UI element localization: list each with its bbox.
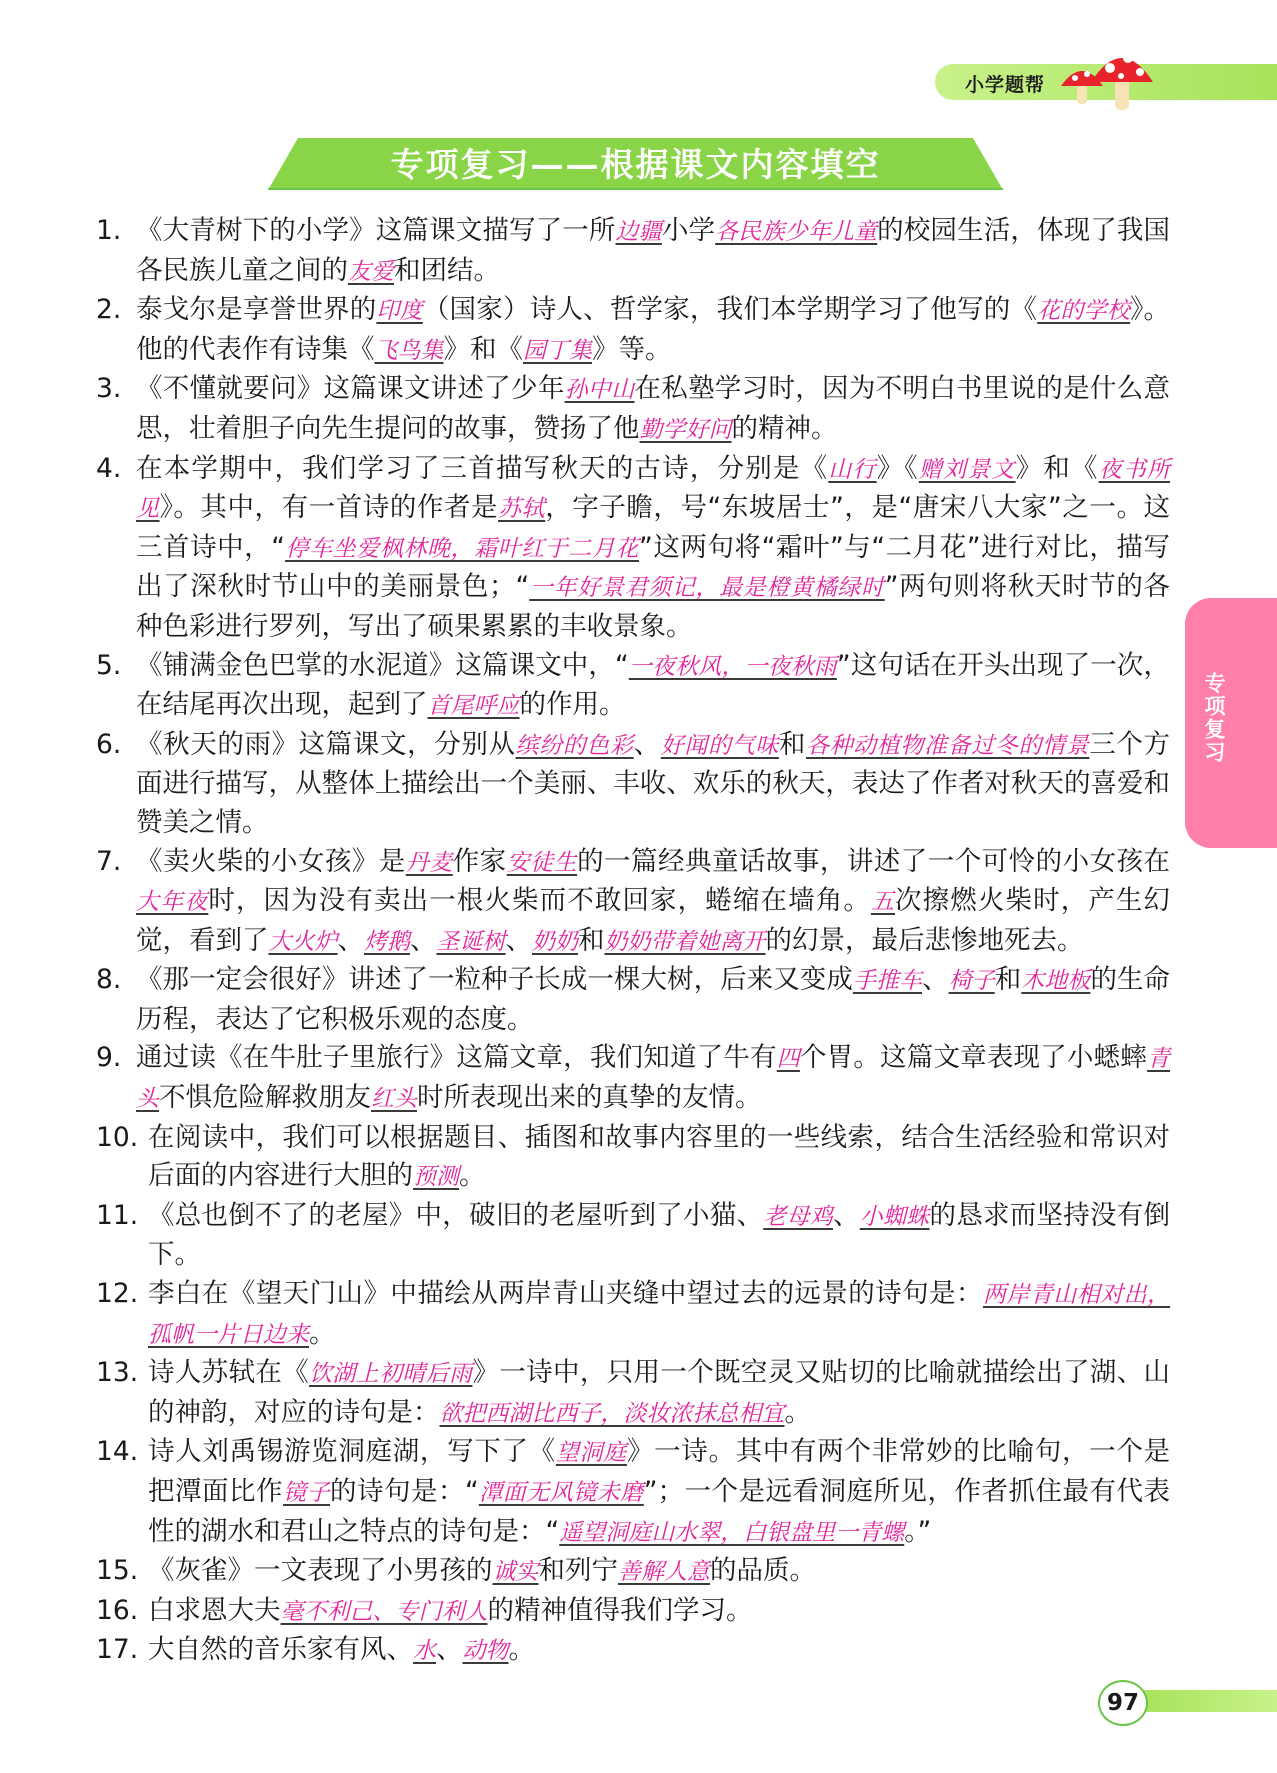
question-fragment: 《总也倒不了的老屋》中，破旧的老屋听到了小猫、	[148, 1199, 764, 1231]
question-fragment: 。	[508, 1634, 535, 1666]
question-item	[96, 647, 1170, 726]
question-fragment: 》《	[876, 452, 919, 484]
answer-fill: 赠刘景文	[918, 456, 1016, 483]
answer-fill: 毫不利己、专门利人	[280, 1598, 488, 1625]
question-fragment: 的精神。	[731, 412, 838, 444]
question-item	[96, 1592, 1170, 1632]
question-fragment: 《不懂就要问》这篇课文讲述了少年	[136, 373, 565, 405]
answer-fill: 苏轼	[498, 496, 546, 523]
question-fragment: 大自然的音乐家有风、	[148, 1634, 413, 1666]
question-fragment: 的恳求而坚持没有倒下。	[148, 1199, 1170, 1271]
question-fragment: 个胃。这篇文章表现了小蟋蟀	[799, 1042, 1148, 1074]
question-fragment: 的一篇经典童话故事，讲述了一个可怜的小女孩在	[577, 845, 1171, 877]
question-number: 15.	[96, 1555, 139, 1587]
question-fragment: 、	[833, 1199, 860, 1231]
question-fragment: 的作用。	[519, 689, 626, 721]
question-fragment: 《卖火柴的小女孩》是	[136, 845, 406, 877]
brand-label: 小学题帮	[965, 74, 1046, 96]
question-number: 16.	[96, 1594, 139, 1626]
question-text	[136, 961, 1170, 1039]
question-text	[136, 212, 1170, 291]
question-number: 14.	[96, 1436, 139, 1468]
question-fragment: （国家）诗人、哲学家，我们本学期学习了他写的《	[422, 294, 1038, 326]
answer-fill: 五	[870, 889, 896, 916]
question-fragment: 在本学期中，我们学习了三首描写秋天的古诗，分别是《	[136, 452, 829, 484]
question-text	[148, 1197, 1170, 1275]
question-text	[148, 1275, 1170, 1354]
question-fragment: 》等。	[592, 333, 672, 365]
question-fragment: ”这两句将“霜叶”与“二月花”进行对比，描写出了深秋时节山中的美丽景色；“	[136, 531, 1170, 603]
question-fragment: 《灰雀》一文表现了小男孩的	[148, 1555, 493, 1587]
answer-fill: 椅子	[948, 968, 995, 995]
question-text	[148, 1119, 1170, 1197]
question-fragment: ”这句话在开头出现了一次，在结尾再次出现，起到了	[136, 649, 1171, 721]
question-fragment: 通过读《在牛肚子里旅行》这篇文章，我们知道了牛有	[136, 1042, 777, 1074]
question-item	[96, 1039, 1170, 1118]
answer-fill: 木地板	[1021, 968, 1091, 995]
question-item	[96, 1552, 1170, 1592]
answer-fill: 诚实	[492, 1559, 539, 1586]
question-item	[96, 212, 1170, 291]
question-fragment: 、	[633, 728, 661, 760]
question-fragment: 、	[922, 964, 949, 996]
answer-fill: 飞鸟集	[374, 337, 444, 364]
question-fragment: 和团结。	[394, 254, 500, 286]
answer-fill: 首尾呼应	[427, 693, 520, 720]
answer-fill: 手推车	[852, 968, 923, 995]
answer-fill: 两岸青山相对出，孤帆一片日边来	[148, 1282, 1171, 1348]
question-fragment: 、	[436, 1634, 463, 1666]
question-fragment: 时所表现出来的真挚的友情。	[417, 1082, 762, 1114]
answer-fill: 老母鸡	[763, 1203, 833, 1230]
question-fragment: ，字子瞻，号“东坡居士”，是“唐宋八大家”之一。这三首诗中，“	[136, 492, 1171, 563]
question-text	[136, 291, 1170, 370]
question-fragment: 次擦燃火柴时，产生幻觉，看到了	[136, 885, 1171, 956]
question-item	[96, 1119, 1170, 1197]
answer-fill: 夜书所见	[136, 456, 1171, 523]
answer-fill: 各民族少年儿童	[715, 219, 878, 245]
page-number: 97	[1098, 1680, 1148, 1726]
question-fragment: 。	[784, 1396, 811, 1428]
answer-fill: 善解人意	[618, 1559, 710, 1586]
question-fragment: 《铺满金色巴掌的水泥道》这篇课文中，“	[136, 649, 629, 681]
question-item	[96, 726, 1170, 843]
question-item	[96, 961, 1170, 1039]
question-fragment: 的品质。	[710, 1555, 816, 1587]
question-fragment: 李白在《望天门山》中描绘从两岸青山夹缝中望过去的远景的诗句是：	[148, 1278, 983, 1310]
answer-fill: 丹麦	[405, 849, 453, 876]
question-fragment: 》。其中，有一首诗的作者是	[159, 492, 499, 524]
page-title: 专项复习——根据课文内容填空	[390, 145, 881, 184]
question-number: 6.	[96, 728, 122, 760]
question-number: 9.	[96, 1042, 122, 1074]
question-list	[96, 212, 1170, 1671]
question-fragment: 在私塾学习时，因为不明白书里说的是什么意思，壮着胆子向先生提问的故事，赞扬了他	[136, 373, 1171, 444]
answer-fill: 大火炉	[268, 928, 338, 955]
question-fragment: 和	[578, 924, 605, 956]
question-text	[148, 1552, 1170, 1592]
answer-fill: 缤纷的色彩	[515, 732, 634, 759]
question-fragment: 《秋天的雨》这篇课文，分别从	[136, 728, 516, 760]
question-fragment: 》和《	[1015, 452, 1099, 484]
question-fragment: 时，因为没有卖出一根火柴而不敢回家，蜷缩在墙角。	[208, 885, 871, 917]
question-fragment: 、	[337, 924, 364, 956]
question-fragment: 的生命历程，表达了它积极乐观的态度。	[136, 964, 1171, 1035]
question-fragment: 》和《	[443, 333, 523, 365]
question-fragment: 诗人苏轼在《	[148, 1357, 310, 1389]
answer-fill: 遥望洞庭山水翠，白银盘里一青螺	[559, 1519, 905, 1546]
question-fragment: 》一诗中，只用一个既空灵又贴切的比喻就描绘出了湖、山的神韵，对应的诗句是：	[148, 1357, 1171, 1428]
answer-fill: 友爱	[348, 258, 394, 285]
question-item	[96, 1275, 1170, 1354]
question-fragment: 在阅读中，我们可以根据题目、插图和故事内容里的一些线索，结合生活经验和常识对后面的内容进行大胆的	[148, 1121, 1170, 1192]
question-number: 4.	[96, 452, 122, 484]
answer-fill: 大年夜	[136, 889, 209, 916]
question-fragment: 的幻景，最后悲惨地死去。	[765, 924, 1084, 956]
question-number: 8.	[96, 964, 122, 996]
question-fragment: 的诗句是：“	[330, 1476, 479, 1507]
answer-fill: 烤鹅	[364, 928, 410, 955]
question-fragment: 作家	[452, 845, 507, 877]
answer-fill: 潭面无风镜未磨	[478, 1480, 644, 1506]
question-number: 12.	[96, 1278, 139, 1310]
question-fragment: 》一诗。其中有两个非常妙的比喻句，一个是把潭面比作	[148, 1436, 1171, 1507]
question-text	[148, 1592, 1170, 1632]
question-number: 13.	[96, 1357, 139, 1389]
question-text	[136, 726, 1170, 843]
question-fragment: 的校园生活，体现了我国各民族儿童之间的	[136, 215, 1171, 286]
answer-fill: 孙中山	[564, 377, 635, 404]
answer-fill: 山行	[828, 456, 877, 483]
question-fragment: 小学	[661, 215, 716, 246]
question-text	[136, 450, 1170, 647]
question-fragment: 、	[505, 924, 532, 956]
answer-fill: 印度	[376, 298, 423, 325]
answer-fill: 小蜘蛛	[859, 1203, 930, 1230]
question-number: 7.	[96, 845, 122, 877]
question-item	[96, 1197, 1170, 1275]
question-item	[96, 370, 1170, 449]
answer-fill: 水	[413, 1638, 436, 1665]
question-number: 5.	[96, 649, 122, 681]
question-number: 2.	[96, 294, 122, 326]
answer-fill: 停车坐爱枫林晚，霜叶红于二月花	[285, 535, 640, 562]
question-item	[96, 291, 1170, 370]
question-text	[148, 1354, 1170, 1433]
answer-fill: 一夜秋风，一夜秋雨	[628, 653, 837, 680]
question-fragment: ”；一个是远看洞庭所见，作者抓住最有代表性的湖水和君山之特点的诗句是：“	[148, 1476, 1171, 1547]
answer-fill: 饮湖上初晴后雨	[309, 1361, 473, 1388]
question-fragment: 、	[410, 924, 437, 956]
question-fragment: 。”	[904, 1515, 932, 1547]
answer-fill: 安徒生	[506, 849, 578, 876]
question-number: 1.	[96, 215, 122, 246]
answer-fill: 青头	[136, 1046, 1171, 1113]
question-number: 11.	[96, 1199, 139, 1231]
mushroom-icon	[1055, 38, 1165, 118]
answer-fill: 四	[776, 1046, 800, 1073]
answer-fill: 欲把西湖比西子，淡妆浓抹总相宜	[439, 1400, 785, 1427]
answer-fill: 镜子	[283, 1480, 331, 1506]
question-fragment: 和列宁	[538, 1555, 618, 1587]
page-number-bar	[1140, 1690, 1277, 1712]
question-text	[136, 843, 1170, 962]
question-fragment: 和	[778, 728, 806, 760]
answer-fill: 望洞庭	[555, 1440, 627, 1467]
question-number: 17.	[96, 1634, 139, 1666]
question-fragment: 的精神值得我们学习。	[487, 1594, 753, 1626]
answer-fill: 奶奶带着她离开	[604, 928, 766, 955]
answer-fill: 圣诞树	[436, 928, 506, 955]
answer-fill: 好闻的气味	[660, 732, 779, 759]
answer-fill: 红头	[371, 1086, 417, 1113]
side-tab-label: 专项复习	[1202, 672, 1226, 764]
question-text	[136, 370, 1170, 449]
question-item	[96, 1354, 1170, 1433]
question-text	[136, 1039, 1170, 1118]
question-item	[96, 1433, 1170, 1552]
question-item	[96, 843, 1170, 962]
question-item	[96, 450, 1170, 647]
answer-fill: 勤学好问	[639, 416, 732, 443]
answer-fill: 园丁集	[523, 337, 592, 364]
question-item	[96, 1631, 1170, 1671]
question-fragment: 《大青树下的小学》这篇课文描写了一所	[136, 215, 616, 246]
answer-fill: 一年好景君须记，最是橙黄橘绿时	[529, 575, 885, 602]
question-number: 10.	[96, 1121, 139, 1153]
question-fragment: 泰戈尔是享誉世界的	[136, 294, 377, 326]
question-fragment: 。	[459, 1160, 486, 1192]
answer-fill: 各种动植物准备过冬的情景	[805, 732, 1090, 759]
answer-fill: 奶奶	[532, 928, 578, 955]
question-fragment: 白求恩大夫	[148, 1594, 281, 1626]
question-text	[148, 1433, 1170, 1552]
question-fragment: 。	[309, 1317, 336, 1349]
question-text	[148, 1631, 1170, 1671]
question-fragment: 《那一定会很好》讲述了一粒种子长成一棵大树，后来又变成	[136, 964, 853, 996]
question-fragment: ”两句则将秋天时节的各种色彩进行罗列，写出了硕果累累的丰收景象。	[136, 571, 1171, 642]
question-fragment: 》。他的代表作有诗集《	[136, 294, 1171, 365]
question-fragment: 三个方面进行描写，从整体上描绘出一个美丽、丰收、欢乐的秋天，表达了作者对秋天的喜爱和赞美之情。	[136, 728, 1171, 838]
question-text	[136, 647, 1170, 726]
answer-fill: 花的学校	[1037, 298, 1131, 325]
question-fragment: 和	[994, 964, 1022, 996]
question-number: 3.	[96, 373, 122, 405]
answer-fill: 动物	[462, 1638, 509, 1665]
answer-fill: 边疆	[615, 219, 662, 245]
question-fragment: 诗人刘禹锡游览洞庭湖，写下了《	[148, 1436, 556, 1468]
answer-fill: 预测	[413, 1164, 459, 1191]
question-fragment: 不惧危险解救朋友	[159, 1082, 371, 1114]
